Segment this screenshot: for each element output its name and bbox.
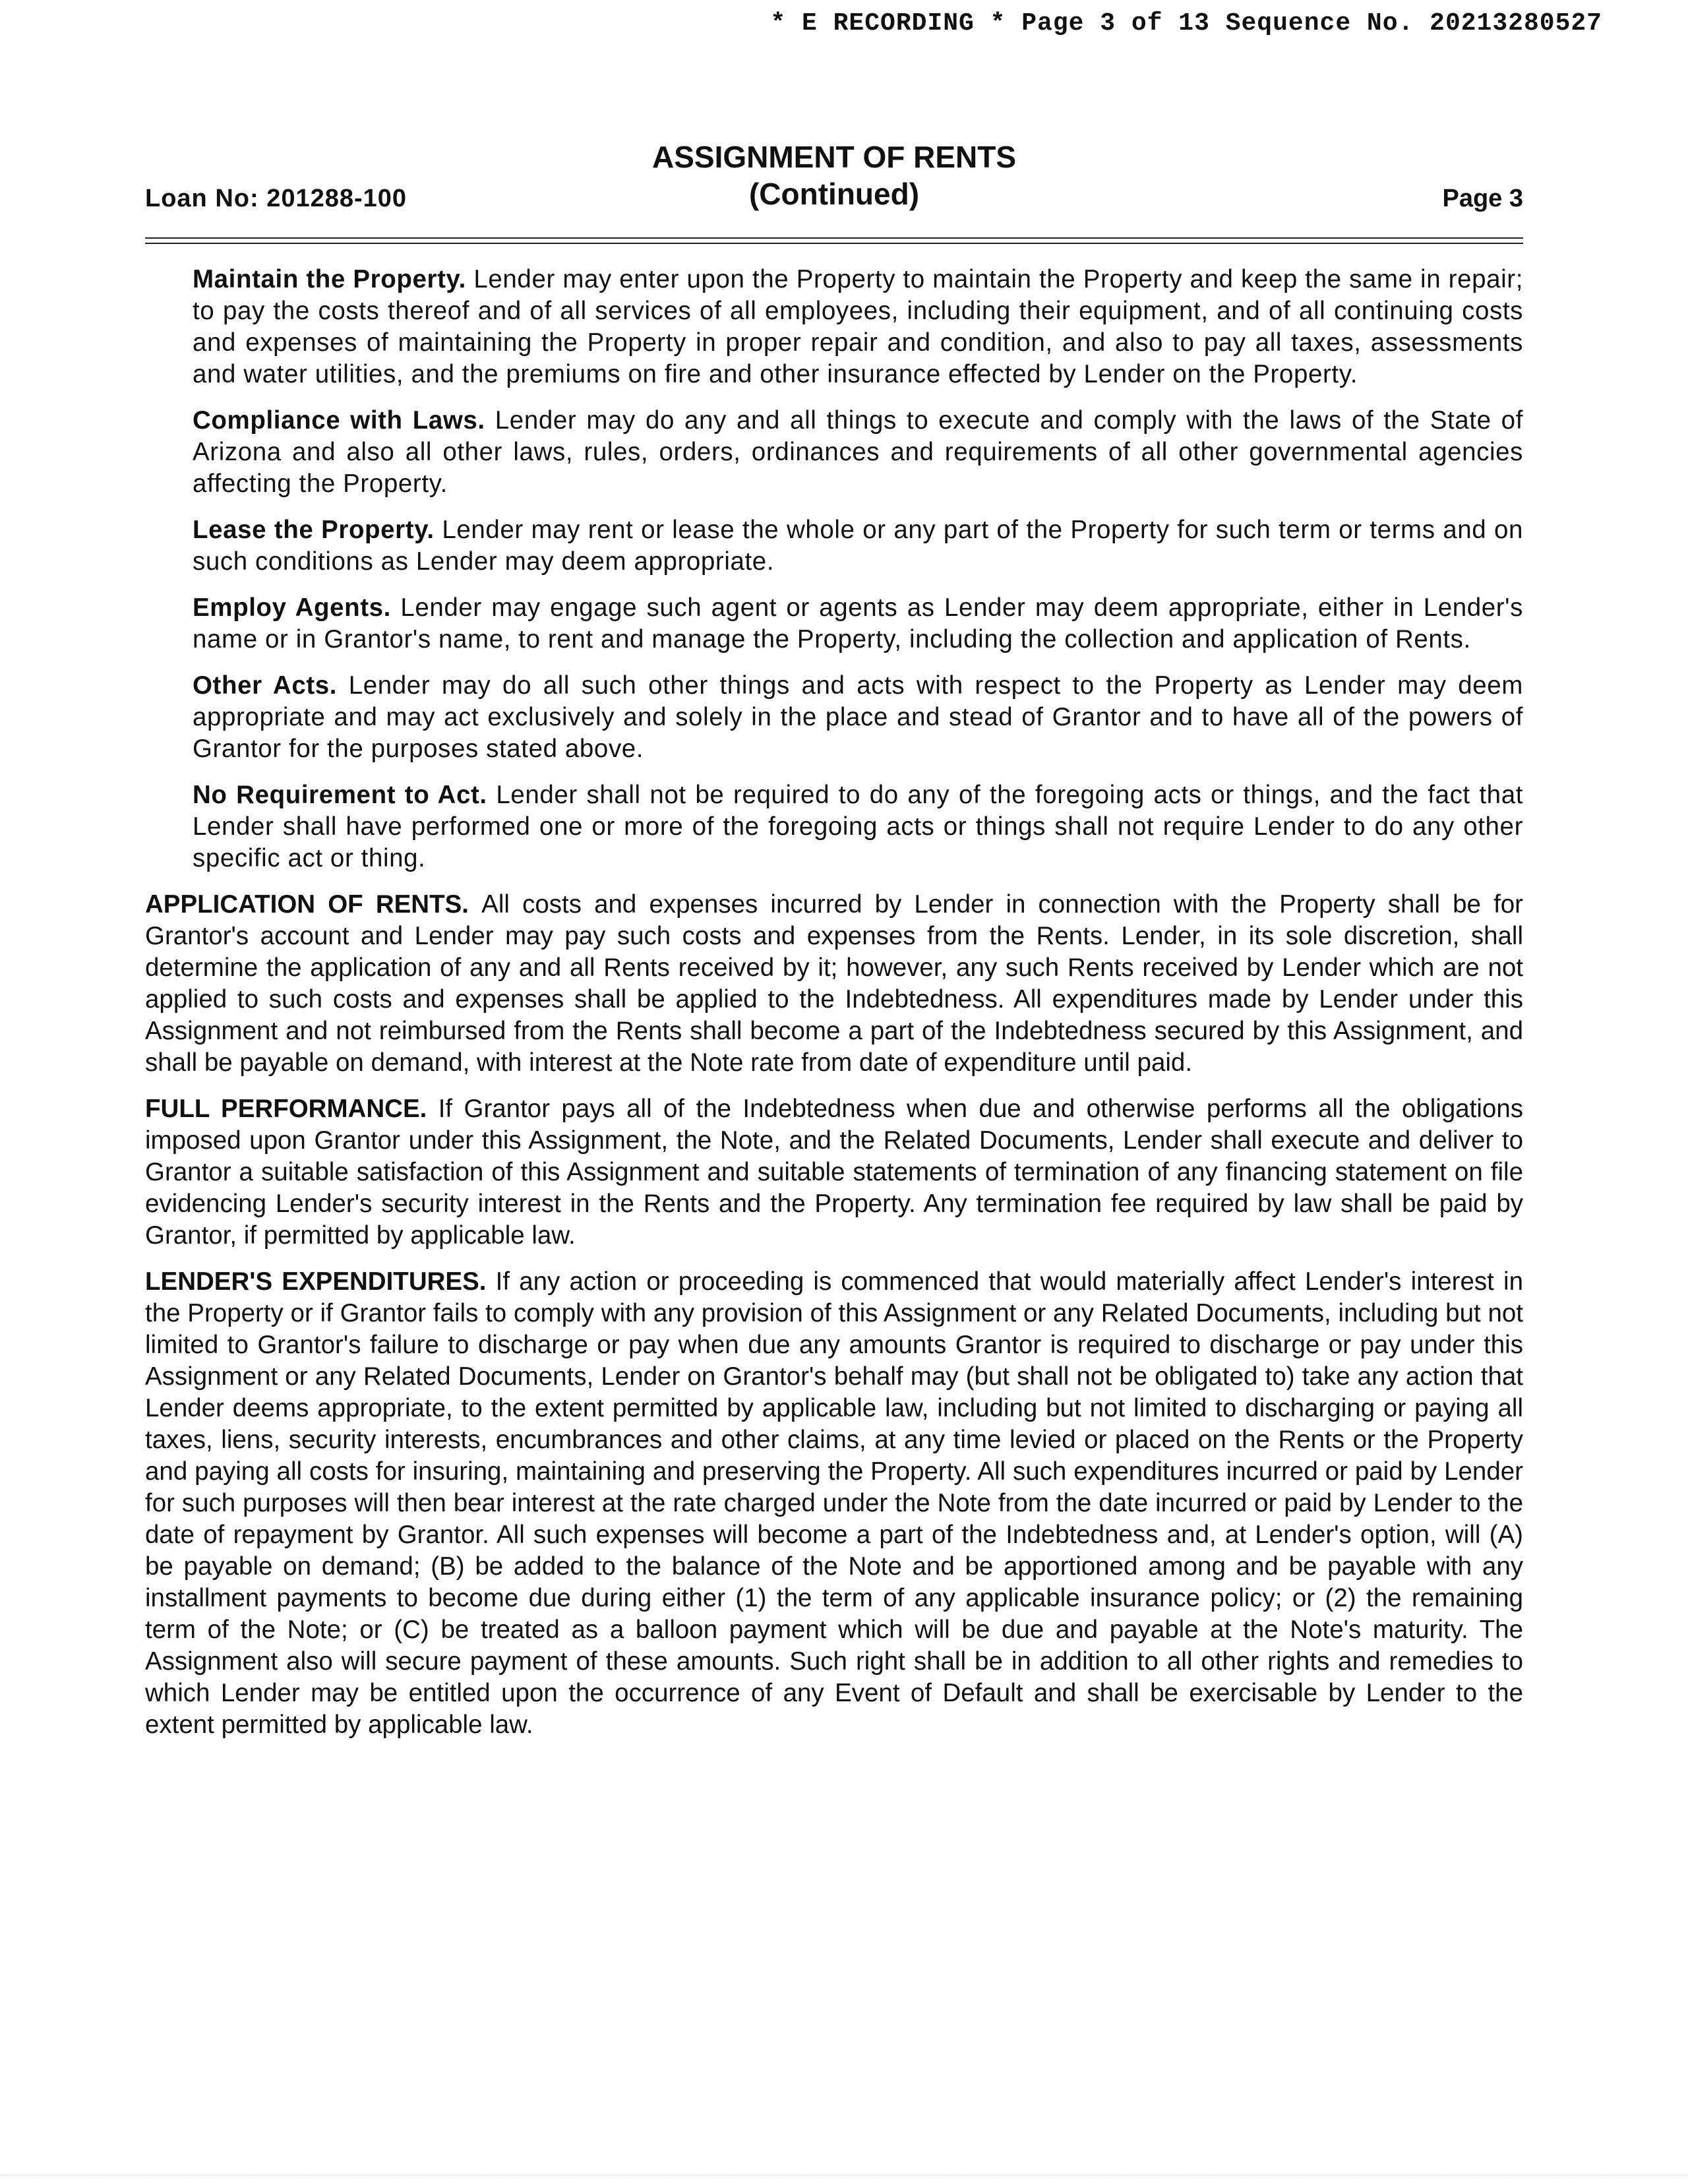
document-title: ASSIGNMENT OF RENTS [651, 140, 1017, 174]
section-compliance-with-laws [193, 405, 1523, 500]
section-heading: Other Acts. [193, 671, 349, 700]
section-heading: Compliance with Laws. [193, 406, 495, 435]
section-maintain-property [193, 264, 1523, 390]
recording-header: * E RECORDING * Page 3 of 13 Sequence No. 20213280527 [770, 9, 1602, 38]
section-heading: Employ Agents. [193, 593, 401, 622]
section-heading: APPLICATION OF RENTS. [145, 890, 482, 919]
section-text: If Grantor pays all of the Indebtedness when due and otherwise performs all the obligations imposed upon Grantor under this Assignment, the Note, and the Related Documents, Lender shall execute and deliver to Grantor a suitable satisfaction of this Assignment and suitable statements of termination of any financing statement on file evidencing Lender's security interest in the Rents and the Property. Any termination fee required by law shall be paid by Grantor, if permitted by applicable law. [145, 1095, 1523, 1250]
section-text: All costs and expenses incurred by Lender in connection with the Property shall be for Grantor's account and Lender may pay such costs and expenses from the Rents. Lender, in its sole discretion, shall determine the application of any and all Rents received by it; however, any such Rents received by Lender which are not applied to such costs and expenses shall be applied to the Indebtedness. All expenditures made by Lender under this Assignment and not reimbursed from the Rents shall become a part of the Indebtedness secured by this Assignment, and shall be payable on demand, with interest at the Note rate from date of expenditure until paid. [145, 890, 1524, 1077]
section-text: Lender may rent or lease the whole or any part of the Property for such term or terms and on such conditions as Lender may deem appropriate. [193, 516, 1523, 576]
document-title-block [145, 138, 1523, 212]
section-lease-property [193, 514, 1523, 578]
header-rule-top [145, 237, 1523, 239]
section-text: Lender may enter upon the Property to maintain the Property and keep the same in repair; to pay the costs thereof and of all services of all employees, including their equipment, and of all continuing costs and expenses of maintaining the Property in proper repair and condition, and also to pay all taxes, assessments and water utilities, and the premiums on fire and other insurance effected by Lender on the Property. [193, 265, 1523, 388]
section-text: Lender may do all such other things and acts with respect to the Property as Lender may deem appropriate and may act exclusively and solely in the place and stead of Grantor and to have all of the powers of Grantor for the purposes stated above. [193, 671, 1523, 763]
document-body [145, 264, 1523, 1755]
section-heading: No Requirement to Act. [193, 781, 497, 809]
document-header [145, 138, 1523, 218]
section-text: Lender shall not be required to do any of the foregoing acts or things, and the fact that Lender shall have performed one or more of the foregoing acts or things shall not require Lender to do any other specific act or thing. [193, 781, 1523, 872]
section-text: If any action or proceeding is commenced that would materially affect Lender's interest in the Property or if Grantor fails to comply with any provision of this Assignment or any Related Documents, including but not limited to Grantor's failure to discharge or pay when due any amounts Grantor is required to discharge or pay under this Assignment or any Related Documents, Lender on Grantor's behalf may (but shall not be obligated to) take any action that Lender deems appropriate, to the extent permitted by applicable law, including but not limited to discharging or paying all taxes, liens, security interests, encumbrances and other claims, at any time levied or placed on the Rents or the Property and paying all costs for insuring, maintaining and preserving the Property. All such expenditures incurred or paid by Lender for such purposes will then bear interest at the rate charged under the Note from the date incurred or paid by Lender to the date of repayment by Grantor. All such expenses will become a part of the Indebtedness and, at Lender's option, will (A) be payable on demand; (B) be added to the balance of the Note and be apportioned among and be payable with any installment payments to become due during either (1) the term of any applicable insurance policy; or (2) the remaining term of the Note; or (C) be treated as a balloon payment which will be due and payable at the Note's maturity. The Assignment also will secure payment of these amounts. Such right shall be in addition to all other rights and remedies to which Lender may be entitled upon the occurrence of any Event of Default and shall be exercisable by Lender to the extent permitted by applicable law. [145, 1267, 1523, 1739]
section-heading: LENDER'S EXPENDITURES. [145, 1267, 496, 1296]
section-lenders-expenditures [145, 1266, 1523, 1741]
section-employ-agents [193, 592, 1523, 655]
section-application-of-rents [145, 889, 1523, 1079]
section-heading: Lease the Property. [193, 516, 442, 544]
loan-number: Loan No: 201288-100 [145, 185, 407, 212]
section-no-requirement-to-act [193, 779, 1523, 874]
section-full-performance [145, 1093, 1523, 1252]
page-number: Page 3 [1442, 185, 1523, 212]
section-heading: FULL PERFORMANCE. [145, 1095, 438, 1123]
scan-artifact-line [0, 2175, 1688, 2176]
section-text: Lender may do any and all things to execute and comply with the laws of the State of Arizona and also all other laws, rules, orders, ordinances and requirements of all other governmental agencies affecting the Property. [193, 406, 1523, 498]
section-heading: Maintain the Property. [193, 265, 474, 293]
section-text: Lender may engage such agent or agents as Lender may deem appropriate, either in Lender's name or in Grantor's name, to rent and manage the Property, including the collection and application of Rents. [193, 593, 1523, 653]
document-subtitle: (Continued) [748, 177, 920, 211]
header-rule-bottom [145, 243, 1523, 244]
section-other-acts [193, 670, 1523, 765]
